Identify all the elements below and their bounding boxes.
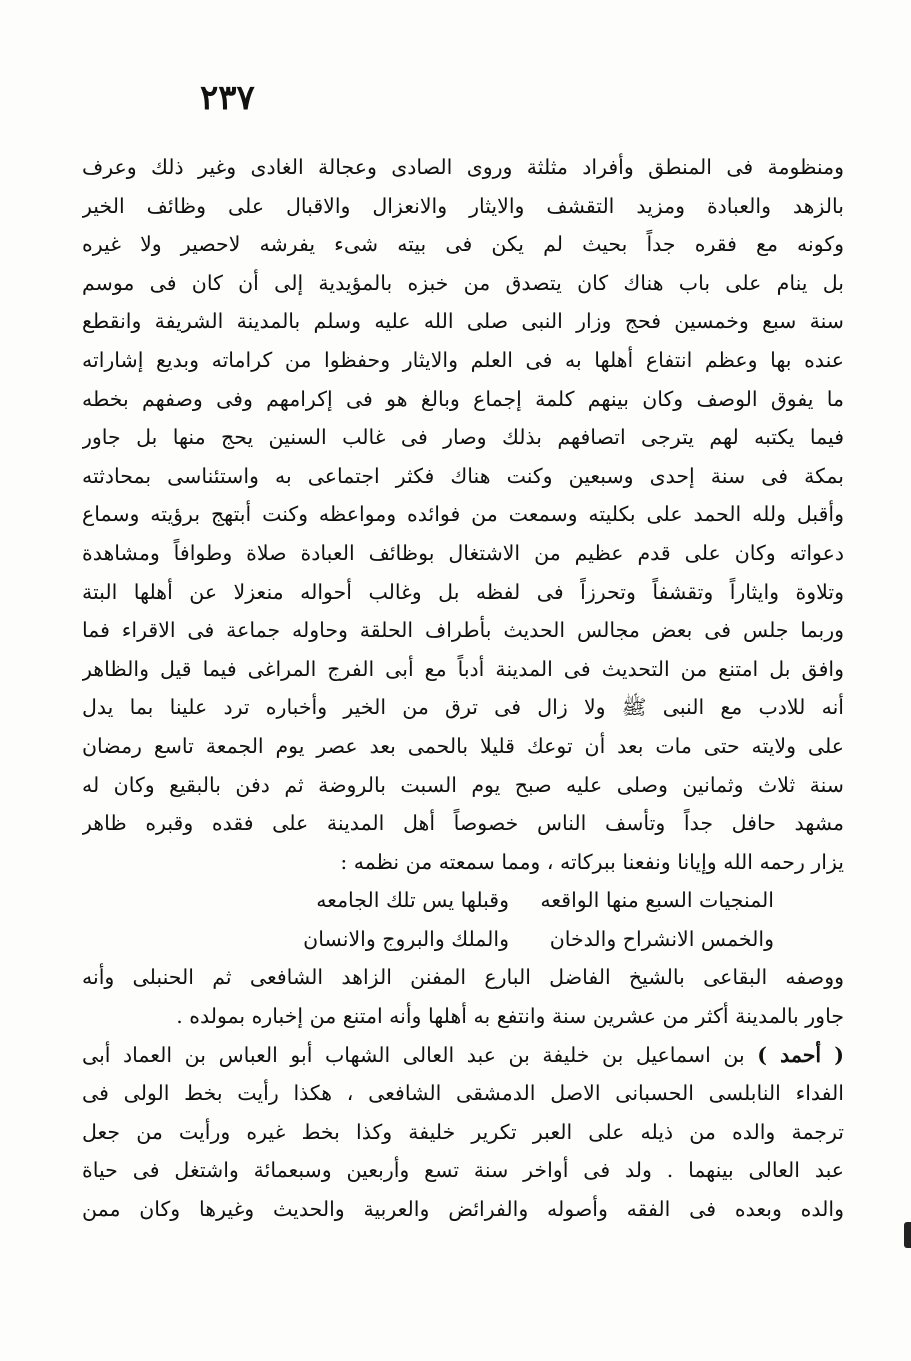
text-line: أنه للادب مع النبى ﷺ ولا زال فى ترق من الخير وأخباره ترد علينا بما يدل <box>82 695 844 720</box>
text-line: الفداء النابلسى الحسبانى الاصل الدمشقى الشافعى ، هكذا رأيت بخط الولى فى <box>82 1081 844 1106</box>
text-line: وربما جلس فى بعض مجالس الحديث بأطراف الحلقة وحاوله جماعة فى الاقراء فما <box>82 618 844 643</box>
text-line: بل ينام على باب هناك كان يتصدق من خبزه بالمؤيدية إلى أن كان فى موسم <box>82 270 844 295</box>
text-line: مشهد حافل جداً وتأسف الناس خصوصاً أهل المدينة على فقده وقبره ظاهر <box>82 811 844 836</box>
text-line: سنة ثلاث وثمانين وصلى عليه صبح يوم السبت بالروضة ثم دفن بالبقيع وكان له <box>82 772 844 797</box>
text-line: وأقبل ولله الحمد على بكليته وسمعت من فوائده ومواعظه وكنت أبتهج برؤيته وسماع <box>82 502 844 527</box>
text-line: وتلاوة وايثاراً وتقشفاً وتحرزاً فى لفظه بل وغالب أحواله منعزلا عن أهلها البتة <box>82 579 844 604</box>
text-line: فيما يكتبه لهم يترجى اتصافهم بذلك وصار فى غالب السنين يحج منها بل جاور <box>82 425 844 450</box>
main-text <box>82 148 844 1229</box>
verse-line <box>82 881 844 920</box>
text-line: دعواته وكان على قدم عظيم من الاشتغال بوظائف العبادة صلاة وطوافاً ومشاهدة <box>82 540 844 565</box>
text-line: جاور بالمدينة أكثر من عشرين سنة وانتفع به أهلها وأنه امتنع من إخباره بمولده . <box>176 1004 844 1029</box>
text-line: سنة سبع وخمسين فحج وزار النبى صلى الله عليه وسلم بالمدينة الشريفة وانقطع <box>82 309 844 334</box>
entry-name: ( أحمد ) <box>757 1042 844 1067</box>
text-line: عنده بها وعظم انتفاع أهلها به فى العلم والايثار وحفظوا من كراماته وبديع إشاراته <box>82 347 844 372</box>
text-line: ووصفه البقاعى بالشيخ الفاضل البارع المفنن الزاهد الشافعى ثم الحنبلى وأنه <box>82 965 844 990</box>
text-line: بمكة فى سنة إحدى وسبعين وكنت هناك فكثر اجتماعى به واستئناسى بمحادثته <box>82 463 844 488</box>
entry-first-line <box>82 1036 844 1075</box>
verse-second-hemistich: وقبلها يس تلك الجامعه <box>316 888 509 913</box>
verse-first-hemistich: المنجيات السبع منها الواقعه <box>540 888 774 913</box>
page-number: ٢٣٧ <box>200 78 255 118</box>
text-line: وكونه مع فقره جداً بحيث لم يكن فى بيته شىء يفرشه لاحصير ولا غيره <box>82 232 844 257</box>
entry-text: بن اسماعيل بن خليفة بن عبد العالى الشهاب أبو العباس بن العماد أبى <box>82 1042 745 1067</box>
text-line: يزار رحمه الله وإيانا ونفعنا ببركاته ، ومما سمعته من نظمه : <box>340 849 844 874</box>
page-edge-mark <box>904 1222 911 1248</box>
text-line: ما يفوق الوصف وكان بينهم كلمة إجماع وبالغ هو فى إكرامهم وفى وصفهم بخطه <box>82 386 844 411</box>
text-line: والده وبعده فى الفقه وأصوله والفرائض والعربية والحديث وغيرها وكان ممن <box>82 1197 844 1222</box>
text-line: عبد العالى بينهما . ولد فى أواخر سنة تسع وأربعين وسبعمائة واشتغل فى حياة <box>82 1158 844 1183</box>
text-line: ومنظومة فى المنطق وأفراد مثلثة وروى الصادى وعجالة الغادى وغير ذلك وعرف <box>82 155 844 179</box>
text-line: بالزهد والعبادة ومزيد التقشف والايثار والانعزال والاقبال على وظائف الخير <box>82 193 844 218</box>
text-line: ترجمة والده من ذيله على العبر تكرير خليفة وكذا بخط غيره ورأيت من جعل <box>82 1119 844 1144</box>
text-line: وافق بل امتنع من التحديث فى المدينة أدباً مع أبى الفرج المراغى فيما قيل والظاهر <box>82 656 844 681</box>
verse-first-hemistich: والخمس الانشراح والدخان <box>549 926 774 951</box>
verse-line <box>82 920 844 959</box>
text-line: على ولايته حتى مات بعد أن توعك قليلا بالحمى بعد عصر يوم الجمعة تاسع رمضان <box>82 733 844 758</box>
verse-second-hemistich: والملك والبروج والانسان <box>303 926 509 951</box>
